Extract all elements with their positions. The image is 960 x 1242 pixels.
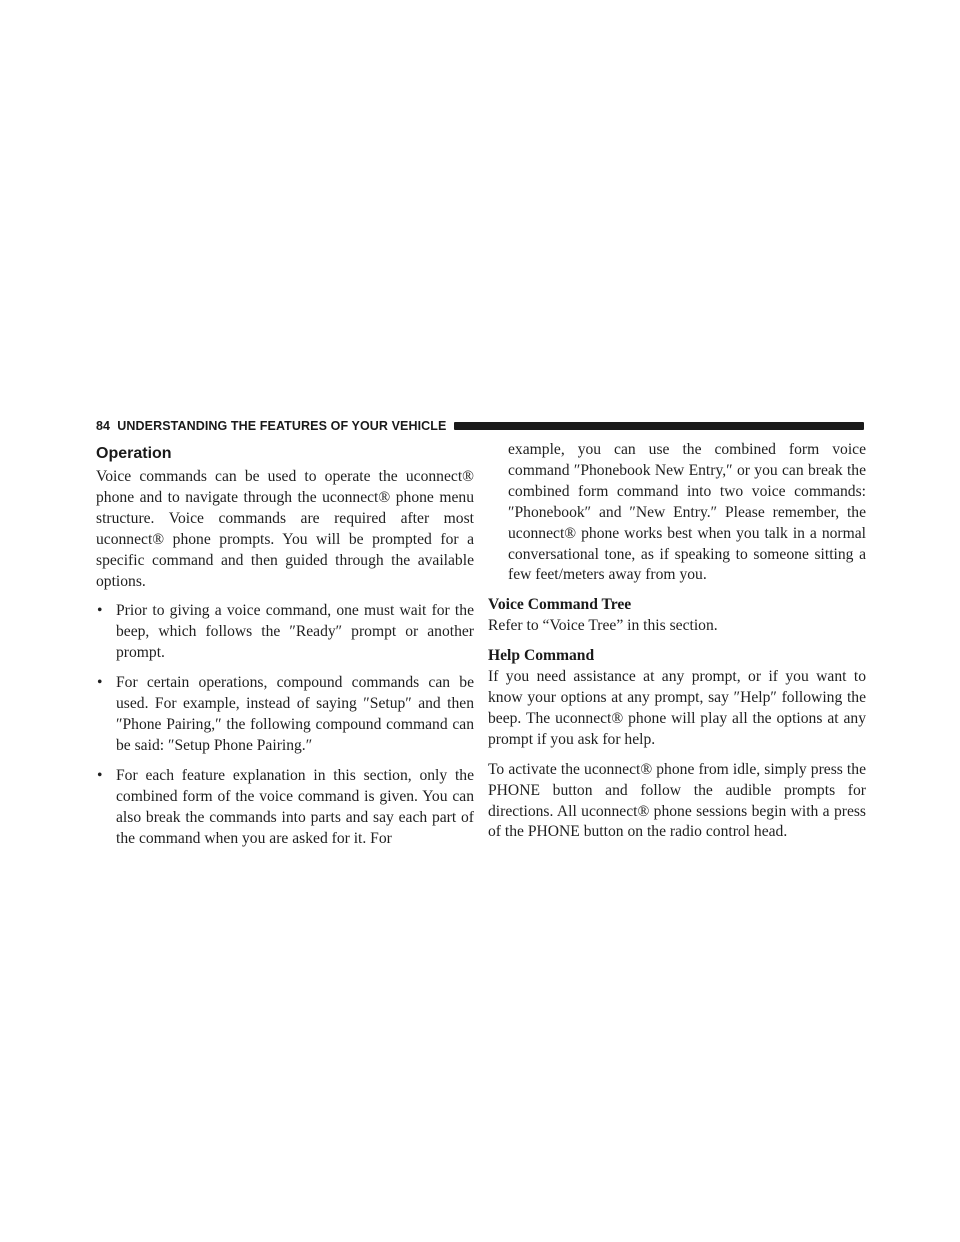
operation-heading: Operation [96, 445, 172, 462]
page-header [96, 417, 864, 435]
bullet-icon: • [97, 766, 103, 784]
right-column [488, 440, 866, 843]
bullet-item [96, 766, 474, 850]
page-header-text [96, 419, 446, 433]
left-column [96, 440, 474, 849]
page-number: 84 [96, 419, 111, 433]
operation-intro: Voice commands can be used to operate the uconnect® phone and to navigate through the uconnect® phone menu structure. Voice commands are required after most uconnect® phone prompts. You will be prompted for a specific command and then guided through the available options. [96, 468, 474, 590]
bullet-item [96, 601, 474, 664]
bullet-icon: • [97, 602, 103, 620]
bullet-continuation: example, you can use the combined form voice command ″Phonebook New Entry,″ or you can break the combined form command into two voice commands: ″Phonebook″ and ″New Entry.″ Please remember, the uconnect® phone works best when you talk in a normal conversational tone, as if speaking to someone sitting a few feet/meters away from you. [508, 441, 866, 584]
activate-phone-text: To activate the uconnect® phone from idle, simply press the PHONE button and follow the audible prompts for directions. All uconnect® phone sessions begin with a press of the PHONE button on the radio control head. [488, 760, 866, 841]
help-command-text: If you need assistance at any prompt, or if you want to know your options at any prompt, say ″Help″ following the beep. The uconnect® phone will play all the options at any prompt if you ask for help. [488, 668, 866, 748]
header-rule [454, 422, 864, 430]
voice-command-tree-heading: Voice Command Tree [488, 596, 632, 614]
bullet-text: For each feature explanation in this section, only the combined form of the voice command is given. You can also break the commands into parts and say each part of the command when you are asked for it. For [116, 766, 474, 847]
voice-command-tree-text: Refer to “Voice Tree” in this section. [488, 617, 718, 635]
help-command-heading: Help Command [488, 647, 595, 665]
bullet-text: Prior to giving a voice command, one must wait for the beep, which follows the ″Ready″ prompt or another prompt. [116, 602, 474, 662]
section-title: UNDERSTANDING THE FEATURES OF YOUR VEHICLE [117, 419, 447, 433]
bullet-item [96, 673, 474, 757]
bullet-icon: • [97, 674, 103, 692]
bullet-text: For certain operations, compound commands can be used. For example, instead of saying ″Setup″ and then ″Phone Pairing,″ the following compound command can be said: ″Setup Phone Pairing.″ [116, 674, 474, 754]
